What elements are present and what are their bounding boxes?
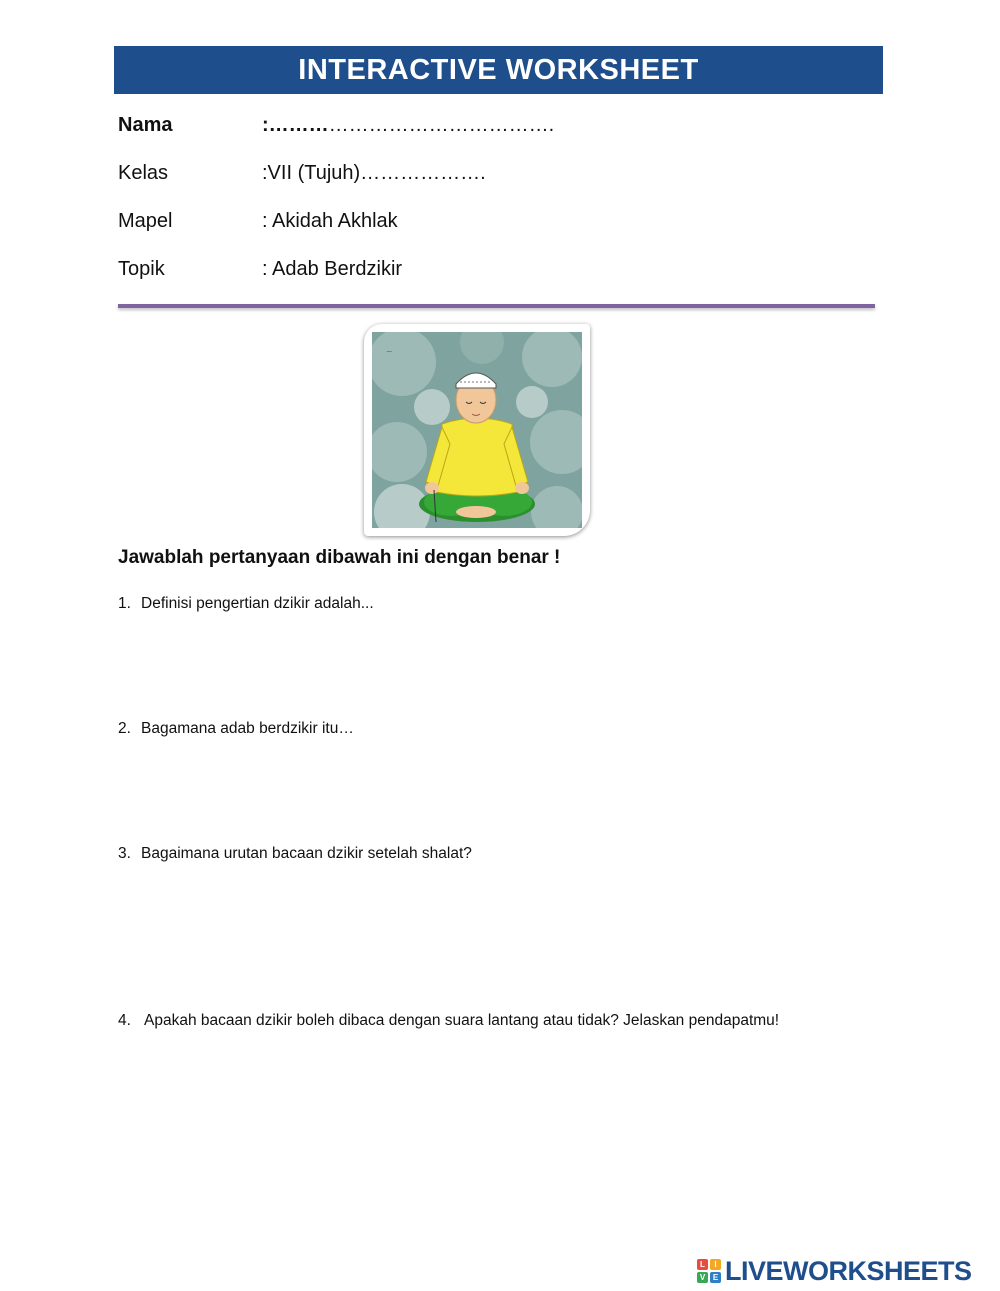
worksheet-title-banner	[114, 46, 883, 94]
svg-text:~: ~	[386, 347, 393, 356]
question-number: 1.	[118, 595, 131, 612]
kelas-value: :VII (Tujuh)……………….	[262, 162, 486, 184]
question-text: Apakah bacaan dzikir boleh dibaca dengan suara lantang atau tidak? Jelaskan pendapatmu!	[144, 1012, 780, 1029]
logo-letter: V	[697, 1272, 708, 1283]
question-number: 4.	[118, 1012, 131, 1029]
question-4	[118, 1012, 779, 1030]
praying-boy-image	[372, 332, 582, 528]
topik-label: Topik	[118, 258, 165, 280]
logo-letter: L	[697, 1259, 708, 1270]
nama-value-prefix: :………	[262, 114, 329, 136]
instruction-text: Jawablah pertanyaan dibawah ini dengan benar !	[118, 547, 561, 568]
dzikir-illustration	[364, 324, 590, 536]
mapel-value: : Akidah Akhlak	[262, 210, 398, 232]
question-text: Bagamana adab berdzikir itu…	[141, 720, 354, 737]
kelas-label: Kelas	[118, 162, 169, 184]
section-divider	[118, 304, 875, 308]
topik-value: : Adab Berdzikir	[262, 258, 403, 280]
nama-label: Nama	[118, 114, 173, 136]
mapel-label: Mapel	[118, 210, 173, 232]
question-3	[118, 845, 472, 863]
logo-icon	[697, 1259, 721, 1283]
worksheet-title: INTERACTIVE WORKSHEET	[298, 53, 699, 86]
liveworksheets-logo[interactable]	[697, 1257, 972, 1285]
question-number: 3.	[118, 845, 131, 862]
question-text: Definisi pengertian dzikir adalah...	[141, 595, 374, 612]
nama-value-dots: …………………………….	[328, 114, 555, 136]
question-text: Bagaimana urutan bacaan dzikir setelah shalat?	[141, 845, 472, 862]
nama-value	[262, 112, 554, 138]
logo-text: LIVEWORKSHEETS	[725, 1255, 972, 1286]
question-number: 2.	[118, 720, 131, 737]
logo-letter: E	[710, 1272, 721, 1283]
question-2	[118, 720, 354, 738]
question-1	[118, 595, 374, 613]
logo-letter: I	[710, 1259, 721, 1270]
